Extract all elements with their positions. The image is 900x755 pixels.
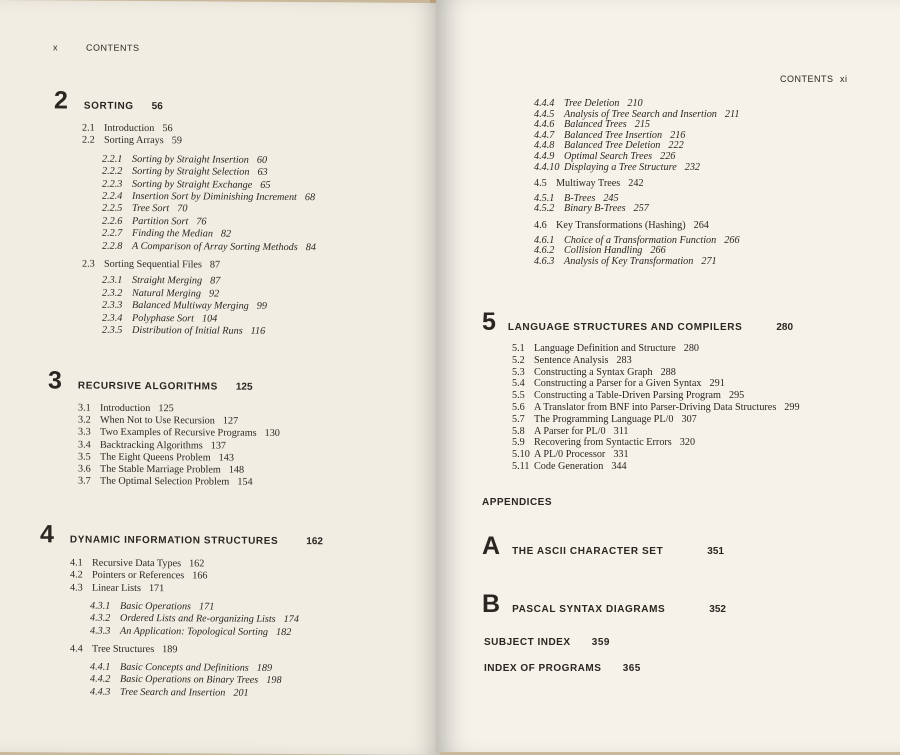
chapter-number: 4 — [40, 520, 54, 549]
toc-title: Constructing a Syntax Graph — [534, 366, 653, 378]
toc-number: 4.4.7 — [534, 129, 555, 141]
toc-title: Sorting by Straight Selection — [132, 166, 250, 178]
toc-number: 3.6 — [78, 463, 91, 475]
toc-title: Optimal Search Trees — [564, 151, 653, 162]
toc-page: 125 — [158, 403, 174, 415]
toc-page: 68 — [304, 192, 316, 204]
toc-number: 2.3 — [82, 258, 95, 270]
toc-section — [78, 439, 226, 451]
toc-title: Sorting Arrays — [104, 135, 164, 147]
toc-page: 232 — [684, 161, 700, 173]
left-page — [0, 0, 440, 755]
toc-subsection — [534, 203, 649, 214]
toc-section — [82, 259, 220, 271]
toc-number: 4.3.1 — [90, 600, 111, 612]
toc-subsection — [90, 601, 214, 613]
toc-page: 307 — [681, 413, 697, 425]
toc-page: 82 — [220, 228, 232, 240]
toc-page: 127 — [222, 415, 239, 427]
toc-page: 87 — [210, 275, 221, 287]
toc-subsection — [534, 109, 739, 120]
toc-number: 5.3 — [512, 366, 525, 378]
toc-subsection — [102, 300, 267, 312]
chapter-5-heading — [482, 308, 793, 337]
toc-title: Linear Lists — [92, 582, 141, 594]
subject-index-title: SUBJECT INDEX — [484, 637, 571, 648]
toc-page: 60 — [256, 154, 268, 166]
toc-page: 130 — [264, 428, 280, 440]
toc-number: 4.6.3 — [534, 255, 555, 267]
toc-title: Multiway Trees — [556, 178, 621, 190]
toc-page: 92 — [208, 288, 220, 300]
toc-page: 201 — [233, 687, 249, 699]
toc-page: 56 — [162, 123, 173, 135]
toc-number: 5.10 — [512, 449, 530, 461]
toc-subsection — [102, 288, 219, 300]
toc-title: A PL/0 Processor — [534, 449, 606, 461]
toc-subsection — [90, 613, 299, 625]
toc-number: 3.3 — [78, 426, 91, 439]
toc-number: 2.3.4 — [102, 312, 123, 324]
toc-title: Pointers or References — [92, 569, 185, 582]
toc-number: 4.4.2 — [90, 674, 111, 686]
toc-title: Straight Merging — [132, 275, 203, 287]
toc-page: 271 — [701, 255, 717, 267]
toc-title: A Parser for PL/0 — [534, 425, 606, 437]
toc-page: 137 — [210, 440, 226, 452]
toc-page: 245 — [603, 192, 619, 204]
chapter-page: 280 — [776, 322, 794, 333]
toc-number: 2.3.5 — [102, 324, 123, 336]
toc-title: The Stable Marriage Problem — [100, 463, 221, 476]
toc-page: 174 — [283, 614, 299, 626]
toc-section — [512, 367, 676, 378]
toc-section — [82, 123, 173, 135]
toc-subsection — [90, 625, 291, 637]
toc-number: 5.6 — [512, 402, 525, 413]
toc-title: Code Generation — [534, 461, 604, 472]
toc-section — [70, 582, 164, 594]
toc-subsection — [90, 686, 249, 698]
toc-section — [534, 178, 644, 189]
toc-title: Constructing a Table-Driven Parsing Program — [534, 390, 721, 402]
toc-number: 2.2.8 — [102, 240, 123, 252]
chapter-page: 56 — [151, 101, 163, 113]
toc-number: 2.1 — [82, 122, 95, 134]
toc-section — [512, 461, 627, 472]
toc-subsection — [102, 240, 316, 252]
toc-subsection — [102, 275, 220, 287]
toc-page: 222 — [668, 140, 684, 152]
toc-title: Polyphase Sort — [132, 312, 194, 324]
toc-page: 299 — [784, 402, 800, 413]
toc-number: 4.5.2 — [534, 203, 555, 215]
appendix-page: 352 — [709, 604, 726, 615]
toc-page: 84 — [305, 241, 316, 253]
appendix-a-heading — [482, 532, 724, 561]
toc-page: 104 — [201, 313, 218, 325]
toc-title: Analysis of Key Transformation — [564, 255, 694, 267]
toc-title: A Translator from BNF into Parser-Driving Data Structures — [534, 402, 777, 413]
chapter-page: 162 — [306, 536, 323, 548]
toc-subsection — [534, 193, 619, 204]
toc-subsection — [90, 674, 282, 686]
toc-title: Balanced Tree Deletion — [564, 140, 661, 152]
toc-number: 2.2.4 — [102, 190, 123, 202]
toc-number: 3.5 — [78, 451, 91, 463]
chapter-3-heading — [48, 366, 253, 396]
toc-number: 4.6 — [534, 220, 547, 231]
toc-page: 264 — [693, 220, 709, 231]
toc-section — [78, 415, 238, 427]
toc-number: 4.4.4 — [534, 98, 555, 109]
toc-page: 99 — [256, 300, 267, 313]
toc-section — [512, 343, 699, 354]
toc-page: 257 — [633, 203, 649, 215]
toc-section — [512, 402, 800, 413]
toc-title: Sorting by Straight Exchange — [132, 178, 253, 191]
toc-title: Sorting by Straight Insertion — [132, 153, 249, 166]
toc-subsection — [102, 216, 207, 228]
toc-page: 226 — [660, 151, 676, 162]
toc-number: 2.3.3 — [102, 299, 123, 312]
right-running-head: CONTENTS — [780, 74, 834, 84]
toc-number: 5.4 — [512, 378, 525, 390]
toc-subsection — [102, 228, 231, 240]
toc-title: Insertion Sort by Diminishing Increment — [132, 190, 297, 204]
toc-title: Basic Concepts and Definitions — [120, 661, 249, 674]
toc-page: 162 — [189, 558, 205, 570]
toc-subsection — [102, 178, 270, 190]
toc-page: 143 — [218, 452, 234, 464]
toc-subsection — [102, 154, 267, 166]
toc-subsection — [534, 235, 740, 246]
appendix-b-heading — [482, 590, 726, 619]
toc-page: 331 — [613, 449, 629, 461]
chapter-title: LANGUAGE STRUCTURES AND COMPILERS — [507, 322, 743, 333]
right-page — [436, 0, 900, 752]
toc-section — [512, 390, 744, 401]
toc-page: 242 — [628, 178, 644, 190]
subject-index-page: 359 — [591, 637, 610, 648]
toc-subsection — [534, 98, 643, 109]
toc-title: B-Trees — [564, 192, 596, 204]
toc-subsection — [534, 119, 650, 130]
toc-number: 4.3.2 — [90, 612, 111, 624]
toc-section — [78, 476, 253, 488]
toc-page: 166 — [192, 570, 208, 582]
toc-title: The Eight Queens Problem — [100, 451, 211, 464]
toc-section — [534, 220, 709, 231]
chapter-2-heading — [54, 86, 163, 116]
toc-page: 266 — [724, 234, 740, 246]
toc-title: Finding the Median — [132, 228, 213, 240]
toc-number: 4.5 — [534, 178, 547, 190]
chapter-title: RECURSIVE ALGORITHMS — [77, 380, 218, 393]
toc-page: 59 — [171, 135, 182, 147]
toc-title: Partition Sort — [132, 215, 189, 228]
toc-page: 70 — [177, 203, 188, 215]
toc-number: 3.4 — [78, 439, 91, 451]
toc-page: 288 — [660, 366, 676, 378]
toc-number: 5.11 — [512, 461, 530, 472]
toc-title: Two Examples of Recursive Programs — [100, 427, 257, 440]
toc-title: Balanced Multiway Merging — [132, 300, 249, 312]
toc-subsection — [102, 312, 217, 324]
toc-page: 216 — [670, 129, 686, 141]
toc-number: 4.1 — [70, 557, 83, 569]
toc-section — [512, 414, 697, 425]
toc-section — [82, 135, 182, 147]
toc-section — [512, 355, 632, 366]
toc-page: 344 — [611, 461, 627, 472]
toc-section — [78, 427, 280, 439]
toc-title: Tree Sort — [132, 203, 170, 215]
toc-title: Balanced Trees — [564, 119, 627, 131]
toc-subsection — [534, 162, 700, 173]
toc-number: 4.4.3 — [90, 686, 111, 698]
toc-page: 65 — [260, 179, 271, 191]
chapter-title: DYNAMIC INFORMATION STRUCTURES — [69, 534, 279, 547]
toc-page: 211 — [724, 108, 740, 120]
toc-number: 4.4.9 — [534, 151, 555, 162]
toc-section — [70, 557, 204, 569]
toc-page: 154 — [237, 476, 253, 488]
toc-title: Ordered Lists and Re-organizing Lists — [120, 613, 276, 626]
toc-title: Sorting Sequential Files — [104, 258, 202, 271]
toc-section — [70, 643, 177, 655]
toc-page: 182 — [276, 626, 292, 638]
toc-section — [78, 451, 234, 463]
toc-title: An Application: Topological Sorting — [120, 625, 269, 638]
chapter-number: 3 — [48, 366, 62, 395]
appendix-title: PASCAL SYNTAX DIAGRAMS — [512, 604, 666, 615]
chapter-title: SORTING — [83, 100, 134, 112]
toc-title: When Not to Use Recursion — [100, 414, 215, 427]
toc-title: Basic Operations on Binary Trees — [120, 674, 259, 687]
toc-subsection — [102, 325, 265, 337]
chapter-page: 125 — [235, 381, 253, 393]
toc-page: 283 — [616, 354, 632, 366]
toc-page: 148 — [228, 464, 245, 476]
toc-number: 4.4.1 — [90, 661, 111, 673]
toc-page: 171 — [148, 582, 165, 594]
toc-number: 4.6.1 — [534, 234, 555, 246]
toc-page: 63 — [257, 166, 268, 179]
toc-number: 4.6.2 — [534, 245, 555, 257]
toc-title: Recursive Data Types — [92, 557, 182, 570]
toc-number: 5.7 — [512, 413, 525, 425]
toc-section — [70, 570, 208, 582]
toc-number: 5.1 — [512, 343, 525, 354]
toc-subsection — [534, 151, 675, 162]
toc-number: 2.2.7 — [102, 227, 123, 240]
toc-number: 2.2.6 — [102, 215, 123, 227]
left-running-head: CONTENTS — [86, 42, 140, 53]
toc-number: 2.2 — [82, 134, 95, 147]
toc-page: 189 — [256, 662, 273, 674]
appendix-page: 351 — [707, 546, 724, 557]
toc-page: 87 — [209, 259, 221, 271]
toc-title: Tree Search and Insertion — [120, 686, 226, 699]
toc-number: 5.8 — [512, 425, 525, 437]
toc-title: Choice of a Transformation Function — [564, 234, 717, 246]
chapter-4-heading — [40, 520, 323, 551]
toc-number: 4.4.5 — [534, 108, 555, 120]
appendix-letter: B — [482, 590, 501, 618]
toc-section — [512, 426, 629, 437]
toc-number: 2.2.2 — [102, 165, 123, 178]
toc-subsection — [102, 203, 187, 215]
toc-page: 280 — [683, 343, 700, 354]
toc-number: 5.9 — [512, 437, 525, 449]
toc-subsection — [90, 662, 272, 674]
toc-title: Tree Structures — [92, 643, 155, 655]
toc-title: The Programming Language PL/0 — [534, 413, 674, 425]
toc-number: 2.2.3 — [102, 178, 123, 190]
toc-title: Introduction — [100, 402, 151, 415]
toc-number: 2.2.5 — [102, 203, 123, 215]
toc-number: 3.1 — [78, 402, 91, 414]
toc-subsection — [534, 256, 717, 267]
toc-title: Binary B-Trees — [564, 203, 626, 215]
toc-number: 5.2 — [512, 354, 525, 366]
toc-page: 76 — [196, 216, 207, 228]
toc-title: Recovering from Syntactic Errors — [534, 437, 672, 449]
toc-page: 210 — [627, 98, 643, 109]
toc-number: 4.4.6 — [534, 119, 555, 131]
program-index-title: INDEX OF PROGRAMS — [484, 663, 602, 674]
toc-subsection — [534, 130, 685, 141]
toc-title: A Comparison of Array Sorting Methods — [132, 240, 298, 253]
toc-title: Tree Deletion — [564, 98, 620, 109]
toc-section — [512, 378, 725, 389]
toc-number: 4.5.1 — [534, 192, 555, 204]
toc-title: Collision Handling — [564, 245, 643, 257]
toc-number: 4.4 — [70, 643, 83, 655]
toc-number: 2.3.2 — [102, 287, 123, 299]
toc-number: 3.2 — [78, 414, 91, 426]
toc-subsection — [102, 166, 268, 178]
toc-number: 2.2.1 — [102, 153, 123, 165]
program-index-page: 365 — [622, 663, 641, 674]
toc-number: 4.3 — [70, 582, 83, 594]
toc-section — [78, 403, 174, 415]
toc-subsection — [102, 191, 315, 203]
toc-section — [512, 449, 629, 460]
toc-title: Backtracking Algorithms — [100, 439, 203, 452]
toc-page: 311 — [613, 425, 629, 437]
toc-section — [512, 437, 695, 448]
toc-title: Natural Merging — [132, 287, 201, 300]
toc-number: 2.3.1 — [102, 275, 123, 287]
toc-title: Language Definition and Structure — [534, 343, 676, 354]
toc-title: Displaying a Tree Structure — [564, 161, 677, 173]
toc-title: Balanced Tree Insertion — [564, 129, 663, 141]
toc-title: Basic Operations — [120, 600, 192, 613]
toc-page: 266 — [650, 245, 666, 257]
toc-page: 116 — [250, 325, 266, 337]
toc-title: Introduction — [104, 122, 155, 135]
right-folio: xi — [840, 74, 848, 84]
toc-number: 4.4.8 — [534, 140, 555, 152]
toc-subsection — [534, 245, 666, 256]
toc-title: Constructing a Parser for a Given Syntax — [534, 378, 702, 390]
chapter-number: 2 — [54, 86, 68, 115]
toc-title: Sentence Analysis — [534, 354, 609, 366]
toc-page: 295 — [728, 390, 745, 402]
toc-page: 189 — [162, 643, 178, 656]
toc-page: 198 — [266, 675, 282, 687]
toc-page: 291 — [709, 378, 725, 390]
toc-number: 5.5 — [512, 390, 525, 402]
toc-number: 4.2 — [70, 569, 83, 581]
toc-section — [78, 464, 244, 476]
program-index-entry — [484, 663, 641, 674]
toc-title: The Optimal Selection Problem — [100, 475, 230, 488]
toc-subsection — [534, 140, 684, 151]
appendix-letter: A — [482, 532, 501, 560]
appendix-title: THE ASCII CHARACTER SET — [512, 546, 664, 557]
subject-index-entry — [484, 637, 610, 648]
toc-page: 320 — [679, 437, 696, 449]
toc-title: Key Transformations (Hashing) — [556, 220, 686, 231]
left-folio: x — [53, 42, 58, 53]
toc-number: 4.4.10 — [534, 161, 560, 173]
chapter-number: 5 — [482, 308, 496, 336]
toc-title: Distribution of Initial Runs — [132, 324, 243, 337]
appendices-label: APPENDICES — [482, 497, 553, 508]
toc-page: 171 — [199, 601, 215, 613]
toc-page: 215 — [634, 119, 650, 131]
toc-title: Analysis of Tree Search and Insertion — [564, 108, 717, 120]
toc-number: 4.3.3 — [90, 625, 111, 637]
toc-number: 3.7 — [78, 475, 91, 487]
